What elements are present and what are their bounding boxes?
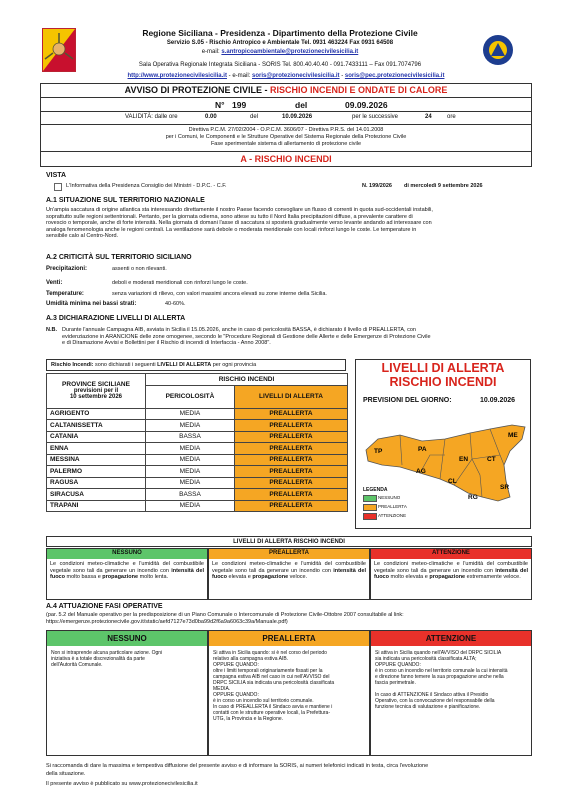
fasi-line: Non si intraprende alcuna particolare azione. Ogni bbox=[51, 650, 163, 656]
map-label-me: ME bbox=[508, 432, 518, 439]
fasi-col-nessuno: NESSUNO Non si intraprende alcuna particolare azione. Ogni iniziativa è a totale discrezionalità da parte dell'Autorità Comunale. bbox=[46, 630, 208, 756]
email2-link[interactable]: soris@protezionecivilesicilia.it bbox=[252, 73, 340, 79]
province-pericolosita: MEDIA bbox=[146, 454, 235, 466]
vista-item: L'Informativa della Presidenza Consiglio dei Ministri - D.P.C. - C.F. bbox=[66, 183, 227, 189]
header-web-line: http://www.protezionecivilesicilia.it - e-mail: soris@protezionecivilesicilia.it - soris@pec.protezionecivilesicilia.it bbox=[127, 73, 445, 79]
province-name: RAGUSA bbox=[47, 477, 146, 489]
province-pericolosita: MEDIA bbox=[146, 500, 235, 512]
validita-dalle-ore: 0.00 bbox=[205, 114, 217, 120]
map-label-ct: CT bbox=[487, 456, 496, 463]
avviso-number-label: N° bbox=[215, 100, 225, 110]
province-livello: PREALLERTA bbox=[234, 443, 347, 455]
province-pericolosita: BASSA bbox=[146, 489, 235, 501]
a2-label-temperature: Temperature: bbox=[46, 291, 84, 297]
province-row bbox=[47, 454, 348, 466]
fasi-line: dell'Autorità Comunale. bbox=[51, 662, 103, 668]
province-name: AGRIGENTO bbox=[47, 408, 146, 420]
map-label-pa: PA bbox=[418, 446, 427, 453]
a3-title: A.3 DICHIARAZIONE LIVELLI DI ALLERTA bbox=[46, 315, 186, 322]
fasi-line: OPPURE QUANDO: bbox=[213, 692, 259, 698]
fasi-line: campagna estiva AIB nel caso in cui nell'AVVISO del bbox=[213, 674, 330, 680]
livelli-col-preallerta: PREALLERTA Le condizioni meteo-climatiche e l'umidità del combustibile vegetale sono tali da generare un incendio con intensità del fuoco elevata e propagazione veloce. bbox=[208, 548, 370, 600]
a2-value-temperature: senza variazioni di rilievo, con valori massimi ancora elevati su zone interne della Sicilia. bbox=[112, 291, 327, 297]
a2-label-precipitazioni: Precipitazioni: bbox=[46, 266, 88, 272]
validita-date: 10.09.2026 bbox=[282, 114, 313, 120]
legend-swatch-nessuno bbox=[363, 495, 377, 502]
validita-successive: per le successive bbox=[352, 114, 399, 120]
fasi-line: funzione tecnica di valutazione e pianificazione. bbox=[375, 704, 481, 710]
livelli-col-nessuno: NESSUNO Le condizioni meteo-climatiche e l'umidità del combustibile vegetale sono tali da generare un incendio con intensità del fuoco molto bassa e propagazione molto lenta. bbox=[46, 548, 208, 600]
email1-link[interactable]: s.antropicoambientale@protezionecivilesicilia.it bbox=[221, 49, 359, 55]
map-prev-label: PREVISIONI DEL GIORNO: bbox=[363, 397, 452, 404]
validita-del: del bbox=[250, 114, 259, 120]
header-title: Regione Siciliana - Presidenza - Dipartimento della Protezione Civile bbox=[142, 28, 418, 38]
a4-line1: (par. 5.2 del Manuale operativo per la predisposizione di un Piano Comunale o Intercomunale di Protezione Civile-Ottobre 2007 consultabile al link: bbox=[46, 612, 404, 618]
footer-line1: Si raccomanda di dare la massima e tempestiva diffusione del presente avviso e di informare la SORIS, ai numeri telefonici indicati in testa, circa l'evoluzione bbox=[46, 763, 429, 769]
vista-checkbox[interactable] bbox=[54, 183, 62, 191]
a4-line2[interactable]: https://emergenze.protezionecivile.gov.it/static/aefd7127e73d0ba99d2f6a9a6063c39a/Manuale.pdf) bbox=[46, 619, 288, 625]
map-label-cl: CL bbox=[448, 478, 457, 485]
map-title2: RISCHIO INCENDI bbox=[389, 375, 497, 389]
a3-nb-label: N.B. bbox=[46, 327, 57, 333]
legend-title: LEGENDA bbox=[363, 487, 388, 493]
map-label-rg: RG bbox=[468, 494, 478, 501]
a3-nb-text: Durante l'annuale Campagna AIB, avviata in Sicilia il 15.05.2026, anche in caso di pericolosità BASSA, è dichiarato il livello di PREALLERTA, con evidenziazione in ARANCIONE delle zone omogenee, secondo le "Procedure Regionali di Gestione delle Allerte e delle Emergenze di Protezione Civile e di Diramazione Avvisi e Bollettini per il Rischio di incendi di Interfaccia - Anno 2008". bbox=[62, 327, 431, 346]
fasi-line: In caso di ATTENZIONE il Sindaco attiva il Presidio bbox=[375, 692, 489, 698]
footer-line2: della situazione. bbox=[46, 771, 86, 777]
province-row bbox=[47, 466, 348, 478]
vista-ref-date: di mercoledì 9 settembre 2026 bbox=[404, 183, 483, 189]
province-livello: PREALLERTA bbox=[234, 420, 347, 432]
province-row bbox=[47, 489, 348, 501]
province-row bbox=[47, 443, 348, 455]
province-livello: PREALLERTA bbox=[234, 477, 347, 489]
validita-hours: 24 bbox=[425, 114, 432, 120]
a2-value-venti: deboli e moderati meridionali con rinforzi lungo le coste. bbox=[112, 280, 248, 286]
fasi-line: fascia perimetrale. bbox=[375, 680, 416, 686]
header-sala: Sala Operativa Regionale Integrata Siciliana - SORIS Tel. 800.40.40.40 - 091.7433111 – Fax 091.7074796 bbox=[138, 62, 422, 68]
province-name: CATANIA bbox=[47, 431, 146, 443]
protezione-civile-icon bbox=[482, 34, 514, 66]
prov-header-rischio: RISCHIO INCENDI bbox=[146, 374, 348, 386]
legend-preallerta: PREALLERTA bbox=[378, 504, 407, 509]
a4-title: A.4 ATTUAZIONE FASI OPERATIVE bbox=[46, 603, 163, 610]
province-livello: PREALLERTA bbox=[234, 489, 347, 501]
fasi-line: relativo alla campagna estiva AIB. bbox=[213, 656, 289, 662]
fasi-line: UTG, la Provincia e la Regione. bbox=[213, 716, 284, 722]
fasi-line: Operativo, con la convocazione del responsabile della bbox=[375, 698, 495, 704]
fasi-col-attenzione: ATTENZIONE Si attiva in Sicilia quando nell'AVVISO del DRPC SICILIA sia indicata una pericolosità classificata ALTA; OPPURE QUANDO: è in corso un incendio nel territorio comunale la cui intensità e direzione fanno temere la sua propagazione anche nella fascia perimetrale. In caso di ATTENZIONE il Sindaco attiva il Presidio Operativo, con la convocazione del responsabile della funzione tecnica di valutazione e pianificazione. bbox=[370, 630, 532, 756]
fasi-line: sia indicata una pericolosità classificata ALTA; bbox=[375, 656, 477, 662]
header-email1-line bbox=[90, 49, 470, 56]
direttiva-line3: Fase sperimentale sistema di allertamento di protezione civile bbox=[210, 141, 362, 147]
vista-ref: N. 199/2026 bbox=[362, 183, 392, 189]
avviso-number: 199 bbox=[232, 100, 247, 110]
email3-link[interactable]: soris@pec.protezionecivilesicilia.it bbox=[344, 73, 445, 79]
fasi-line: OPPURE QUANDO: bbox=[213, 662, 259, 668]
rischio-note: Rischio Incendi: sono dichiarati i seguenti LIVELLI DI ALLERTA per ogni provincia bbox=[46, 359, 346, 371]
province-pericolosita: MEDIA bbox=[146, 408, 235, 420]
validita-label: VALIDITÀ: dalle ore bbox=[125, 114, 178, 120]
fasi-line: Si attiva in Sicilia quando nell'AVVISO del DRPC SICILIA bbox=[375, 650, 502, 656]
prov-header-col1: PROVINCE SICILIANE previsioni per il 10 settembre 2026 bbox=[47, 374, 146, 409]
province-table bbox=[46, 373, 348, 512]
avviso-date: 09.09.2026 bbox=[345, 100, 388, 110]
map-title1: LIVELLI DI ALLERTA bbox=[381, 361, 505, 375]
legend-attenzione: ATTENZIONE bbox=[378, 513, 407, 518]
footer-line3: Il presente avviso è pubblicato su www.protezionecivilesicilia.it bbox=[46, 781, 198, 787]
province-name: PALERMO bbox=[47, 466, 146, 478]
fasi-line: In caso di PREALLERTA il Sindaco avvia e mantiene i bbox=[213, 704, 333, 710]
a1-text: Un'ampia saccatura di origine atlantica sta interessando direttamente il nostro Paese facendo convogliare un flusso di correnti in quota sud-occidentali instabili, soprattutto sulle regioni settentrionali. Pertanto, per la giornata odierna, sono attese su tutto il Nord Italia precipitazioni diffuse, a prevalente carattere di rovescio o temporale, anche di forte intensità. Nella giornata di domani l'asse di saccatura si sposterà gradualmente verso levante andando ad interessare con analoga fenomenologia anche le regioni centrali. La ventilazione sarà debole o moderata meridionale con locali rinforzi lungo le coste. Le temperature in sensibile calo al Centro-Nord. bbox=[46, 207, 433, 239]
section-a-title: A - RISCHIO INCENDI bbox=[240, 154, 332, 164]
a2-value-umidita: 40-60%. bbox=[165, 301, 186, 307]
fasi-line: contatti con le strutture operative locali, la Prefettura- bbox=[213, 710, 331, 716]
a1-title: A.1 SITUAZIONE SUL TERRITORIO NAZIONALE bbox=[46, 197, 205, 204]
fasi-line: OPPURE QUANDO: bbox=[375, 662, 421, 668]
fasi-line: e direzione fanno temere la sua propagazione anche nella bbox=[375, 674, 504, 680]
legend-nessuno: NESSUNO bbox=[378, 495, 401, 500]
map-prev-date: 10.09.2026 bbox=[480, 397, 516, 404]
a2-title: A.2 CRITICITÀ SUL TERRITORIO SICILIANO bbox=[46, 254, 192, 261]
province-name: SIRACUSA bbox=[47, 489, 146, 501]
province-livello: PREALLERTA bbox=[234, 431, 347, 443]
province-pericolosita: MEDIA bbox=[146, 443, 235, 455]
province-pericolosita: MEDIA bbox=[146, 420, 235, 432]
fasi-line: Si attiva in Sicilia quando: si è nel corso del periodo bbox=[213, 650, 327, 656]
fasi-line: oltre i limiti temporali originariamente fissati per la bbox=[213, 668, 323, 674]
avviso-del-label: del bbox=[295, 100, 308, 110]
province-pericolosita: BASSA bbox=[146, 431, 235, 443]
fasi-table bbox=[46, 630, 532, 756]
province-name: CALTANISSETTA bbox=[47, 420, 146, 432]
province-row bbox=[47, 500, 348, 512]
direttiva-line1: Direttiva P.C.M. 27/02/2004 - O.P.C.M. 3606/07 - Direttiva P.R.S. del 14.01.2008 bbox=[188, 127, 384, 133]
province-name: MESSINA bbox=[47, 454, 146, 466]
a2-label-umidita: Umidità minima nei bassi strati: bbox=[46, 301, 137, 307]
province-row bbox=[47, 477, 348, 489]
province-livello: PREALLERTA bbox=[234, 454, 347, 466]
province-livello: PREALLERTA bbox=[234, 466, 347, 478]
fasi-line: DRPC SICILIA sia indicata una pericolosità classificata bbox=[213, 680, 335, 686]
fasi-col-preallerta: PREALLERTA Si attiva in Sicilia quando: si è nel corso del periodo relativo alla campagna estiva AIB. OPPURE QUANDO: oltre i limiti temporali originariamente fissati per la campagna estiva AIB nel caso in cui nell'AVVISO del DRPC SICILIA sia indicata una pericolosità classificata MEDIA. OPPURE QUANDO: è in corso un incendio sul territorio comunale. In caso di PREALLERTA il Sindaco avvia e mantiene i contatti con le strutture operative locali, la Prefettura- UTG, la Provincia e la Regione. bbox=[208, 630, 370, 756]
direttiva-line2: per i Comuni, le Componenti e le Strutture Operative del Sistema Regionale della Protezione Civile bbox=[165, 134, 407, 140]
web-link[interactable]: http://www.protezionecivilesicilia.it bbox=[127, 73, 227, 79]
email1-label: e-mail: bbox=[201, 49, 220, 55]
province-pericolosita: MEDIA bbox=[146, 466, 235, 478]
province-row bbox=[47, 420, 348, 432]
validita-ore: ore bbox=[447, 114, 456, 120]
province-row bbox=[47, 431, 348, 443]
map-label-sr: SR bbox=[500, 484, 510, 491]
fasi-line: MEDIA. bbox=[213, 686, 231, 692]
province-name: ENNA bbox=[47, 443, 146, 455]
prov-header-livelli: LIVELLI DI ALLERTA bbox=[234, 385, 347, 408]
fasi-line: è in corso un incendio sul territorio comunale. bbox=[213, 698, 314, 704]
province-livello: PREALLERTA bbox=[234, 408, 347, 420]
vista-title: VISTA bbox=[46, 172, 67, 179]
province-pericolosita: MEDIA bbox=[146, 477, 235, 489]
avviso-title: AVVISO DI PROTEZIONE CIVILE - RISCHIO INCENDI E ONDATE DI CALORE bbox=[124, 85, 448, 95]
map-label-tp: TP bbox=[374, 448, 383, 455]
fasi-line: è in corso un incendio nel territorio comunale la cui intensità bbox=[375, 668, 508, 674]
map-label-en: EN bbox=[459, 456, 469, 463]
province-livello: PREALLERTA bbox=[234, 500, 347, 512]
livelli-title: LIVELLI DI ALLERTA RISCHIO INCENDI bbox=[46, 536, 532, 547]
regione-logo bbox=[42, 28, 76, 72]
email2-label: - e-mail: bbox=[228, 73, 251, 79]
livelli-col-attenzione: ATTENZIONE Le condizioni meteo-climatiche e l'umidità del combustibile vegetale sono tali da generare un incendio con intensità del fuoco molto elevata e propagazione estremamente veloce. bbox=[370, 548, 532, 600]
livelli-table bbox=[46, 548, 532, 600]
trinacria-icon bbox=[43, 29, 75, 71]
fasi-line: iniziativa è a totale discrezionalità da parte bbox=[51, 656, 145, 662]
province-name: TRAPANI bbox=[47, 500, 146, 512]
a2-label-venti: Venti: bbox=[46, 280, 63, 286]
legend-swatch-attenzione bbox=[363, 513, 377, 520]
prov-header-pericolosita: PERICOLOSITÀ bbox=[146, 385, 235, 408]
a2-value-precipitazioni: assenti o non rilevanti. bbox=[112, 266, 167, 272]
map-label-ag: AG bbox=[416, 468, 426, 475]
protezione-civile-logo bbox=[482, 34, 514, 66]
header-servizio: Servizio S.05 - Rischio Antropico e Ambientale Tel. 0931 463224 Fax 0931 64508 bbox=[166, 40, 394, 46]
legend-swatch-preallerta bbox=[363, 504, 377, 511]
province-row bbox=[47, 408, 348, 420]
